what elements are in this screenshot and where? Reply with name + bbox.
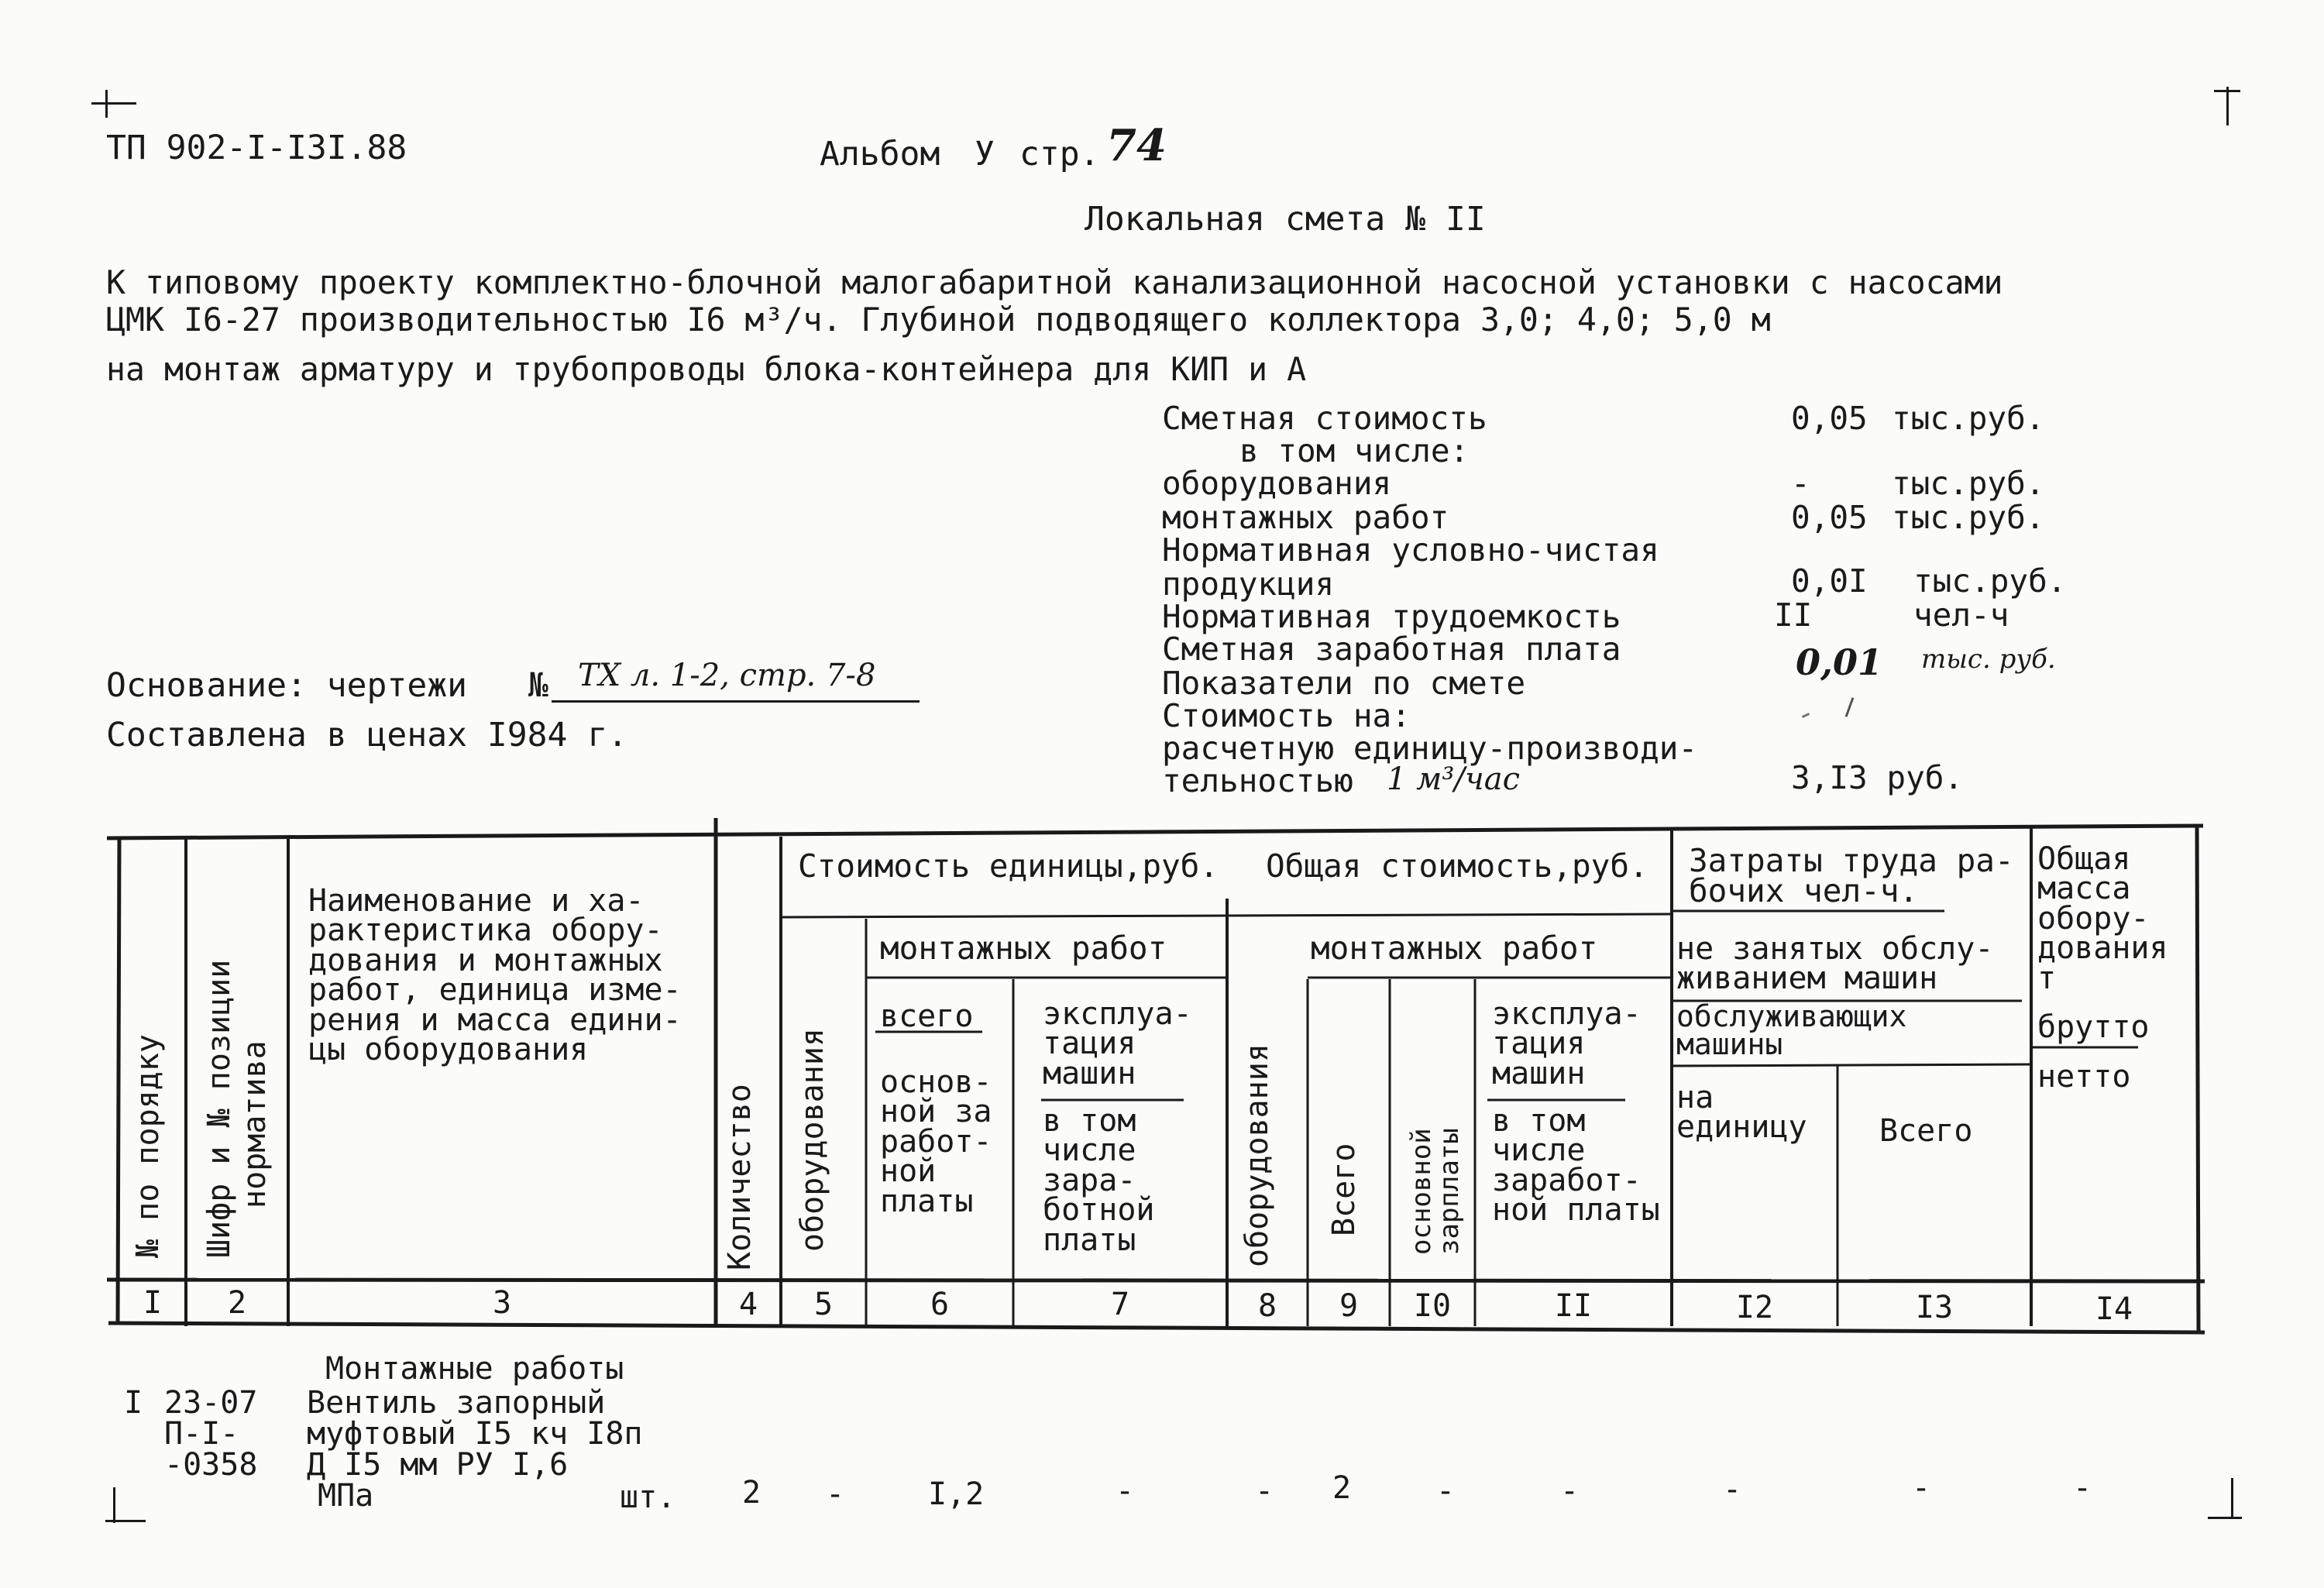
row-name-4: МПа — [318, 1478, 374, 1514]
row-col-13: - — [1912, 1470, 1931, 1506]
col-number-14: I4 — [2095, 1291, 2133, 1327]
header-total-labor: Всего — [1879, 1113, 1973, 1149]
header-servicing: обслуживающих машины — [1676, 999, 1907, 1062]
wage-value: 0,01 — [1796, 641, 1883, 683]
equipment-unit: тыс.руб. — [1892, 465, 2045, 502]
doc-code: ТП 902-I-I3I.88 — [106, 129, 407, 167]
unit-handwritten: 1 м³/час — [1387, 761, 1520, 797]
col-number-2: 2 — [227, 1285, 247, 1321]
norm-prod-unit: тыс.руб. — [1913, 562, 2067, 600]
description-line-2: ЦМК I6-27 производительностью I6 м³/ч. Глубиной подводящего коллектора 3,0; 4,0; 5,0 м — [106, 301, 1771, 339]
row-col-5: - — [826, 1476, 845, 1512]
page-number: 74 — [1106, 120, 1167, 171]
header-basic-wage-unit: основ-ной за работ-ной платы — [880, 1064, 992, 1219]
header-labor: Затраты труда ра-бочих чел-ч. — [1689, 842, 2014, 910]
row-code-1: 23-07 — [164, 1385, 258, 1421]
col-header-quantity: Количество — [722, 1084, 758, 1270]
col-number-4: 4 — [738, 1287, 758, 1322]
row-col-14: - — [2073, 1470, 2092, 1506]
col-number-5: 5 — [813, 1287, 834, 1322]
col-number-9: 9 — [1339, 1288, 1359, 1324]
row-unit: шт. — [620, 1480, 676, 1515]
description-line-3: на монтаж арматуру и трубопроводы блока-контейнера для КИП и А — [106, 350, 1307, 388]
header-net: нетто — [2037, 1059, 2131, 1095]
wage-label: Сметная заработная плата — [1162, 631, 1621, 668]
row-col-9: 2 — [1332, 1470, 1352, 1506]
album-label: Альбом — [820, 135, 940, 174]
prices-year: Составлена в ценах I984 г. — [106, 716, 628, 754]
wage-unit: тыс. руб. — [1921, 644, 2056, 675]
norm-prod-label-1: Нормативная условно-чистая — [1162, 531, 1659, 569]
col-number-7: 7 — [1110, 1287, 1130, 1322]
col-number-1: I — [143, 1285, 163, 1321]
basis-label: Основание: чертежи — [106, 666, 467, 705]
header-mass: Общая масса обору-дования т — [2037, 841, 2168, 996]
row-col-7: - — [1116, 1473, 1135, 1509]
col-number-12: I2 — [1735, 1290, 1774, 1325]
header-per-unit: на единицу — [1676, 1080, 1807, 1146]
header-not-busy: не занятых обслу-живанием машин — [1676, 931, 1994, 997]
indicators-label: Показатели по смете — [1162, 665, 1525, 702]
basis-handwritten: ТХ л. 1-2, стр. 7-8 — [578, 658, 876, 693]
col-number-11: II — [1554, 1288, 1593, 1324]
col-header-order-no: № по порядку — [130, 1034, 166, 1258]
norm-prod-label-2: продукция — [1162, 565, 1335, 603]
row-quantity: 2 — [742, 1475, 761, 1511]
unit-label-1: расчетную единицу-производи- — [1162, 730, 1698, 767]
header-install-works-total: монтажных работ — [1311, 930, 1598, 967]
row-name-3: Д I5 мм РУ I,6 — [307, 1447, 569, 1483]
header-unit-cost: Стоимость единицы,руб. — [798, 847, 1219, 885]
col-number-10: I0 — [1413, 1288, 1452, 1324]
basis-number-sign: № — [528, 666, 548, 705]
header-all-unit: всего — [880, 999, 974, 1034]
row-col-12: - — [1723, 1472, 1742, 1507]
section-title: Монтажные работы — [325, 1351, 624, 1387]
cost-per-label: Стоимость на: — [1162, 697, 1411, 734]
unit-label-2: тельностью — [1162, 762, 1353, 799]
row-name-1: Вентиль запорный — [307, 1385, 606, 1421]
header-incl-wage-total: в том числе заработ-ной платы — [1492, 1103, 1660, 1229]
unit-value: 3,I3 руб. — [1791, 759, 1964, 796]
cost-label: Сметная стоимость — [1162, 400, 1487, 437]
row-code-2: П-I- — [164, 1416, 239, 1452]
header-incl-wage-unit: в том числе зара-ботной платы — [1043, 1103, 1155, 1258]
header-install-works-unit: монтажных работ — [880, 930, 1167, 967]
col-header-equipment-total: оборудования — [1239, 1043, 1275, 1267]
install-label: монтажных работ — [1162, 499, 1449, 536]
description-line-1: К типовому проекту комплектно-блочной малогабаритной канализационной насосной установки с насосами — [106, 263, 2003, 301]
col-header-equipment-unit: оборудования — [795, 1028, 830, 1252]
install-value: 0,05 — [1791, 499, 1868, 536]
col-header-basic-wage-total: основной зарплаты — [1406, 1128, 1465, 1255]
page-label: стр. — [1019, 135, 1100, 174]
header-total-cost: Общая стоимость,руб. — [1266, 847, 1648, 885]
row-code-3: -0358 — [164, 1447, 258, 1483]
header-machine-op-unit: эксплуа-тация машин — [1043, 996, 1192, 1091]
equipment-label: оборудования — [1162, 465, 1392, 502]
col-header-code-a: Шифр и № позиции — [201, 959, 237, 1258]
labor-label: Нормативная трудоемкость — [1162, 598, 1621, 635]
row-name-2: муфтовый I5 кч I8п — [307, 1416, 643, 1452]
labor-value: II — [1774, 596, 1813, 634]
row-col-11: - — [1560, 1473, 1580, 1509]
row-col-10: - — [1436, 1473, 1456, 1509]
col-header-all-total: Всего — [1326, 1143, 1362, 1236]
col-number-13: I3 — [1915, 1290, 1954, 1325]
header-machine-op-total: эксплуа-тация машин — [1492, 996, 1642, 1091]
col-number-8: 8 — [1257, 1288, 1277, 1324]
album-number: У — [975, 135, 995, 174]
cost-value: 0,05 — [1791, 400, 1868, 437]
row-col-8: - — [1255, 1473, 1274, 1509]
cost-unit: тыс.руб. — [1892, 400, 2045, 437]
row-number: I — [124, 1385, 143, 1421]
including-label: в том числе: — [1239, 432, 1470, 469]
install-unit: тыс.руб. — [1892, 499, 2045, 536]
col-header-code-b: норматива — [237, 1040, 273, 1208]
col-number-6: 6 — [930, 1287, 950, 1322]
equipment-value: - — [1791, 465, 1810, 502]
header-gross: брутто — [2037, 1009, 2150, 1045]
row-col-6: I,2 — [928, 1476, 985, 1512]
doc-title: Локальная смета № II — [1085, 200, 1486, 239]
norm-prod-value: 0,0I — [1791, 562, 1868, 600]
col-header-name: Наименование и ха-рактеристика обору-дования и монтажных работ, единица изме-рения и масса едини-цы оборудования — [308, 883, 682, 1067]
col-number-3: 3 — [492, 1285, 512, 1321]
labor-unit: чел-ч — [1913, 596, 2009, 634]
